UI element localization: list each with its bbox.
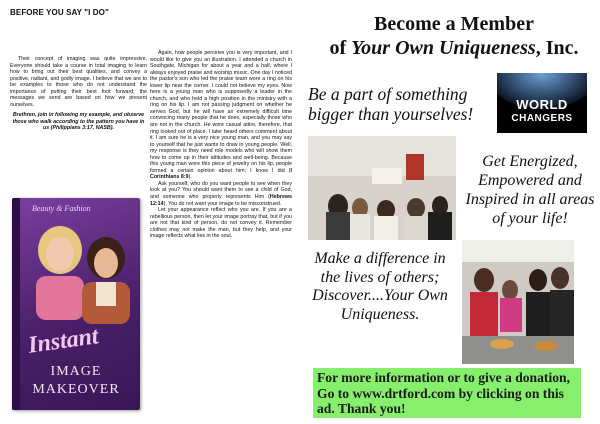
- book-title-word: MAKEOVER: [32, 382, 120, 397]
- article-column-1: [10, 56, 147, 132]
- book-title-word: IMAGE: [50, 364, 102, 379]
- scripture-reference: I Corinthians 8:9: [150, 167, 292, 181]
- book-title-word: Instant: [26, 323, 101, 359]
- logo-text: CHANGERS: [511, 113, 573, 124]
- logo-text: WORLD: [516, 97, 568, 112]
- world-changers-logo[interactable]: [497, 73, 587, 133]
- book-cover-image: [12, 198, 140, 410]
- promo-text: Make a difference in the lives of others; Discover....Your Own Uniqueness.: [312, 250, 448, 323]
- paragraph: Let your appearance reflect who you are. If you are a rebellious person, then let your image portray that, but if you are not that kind of person, do not convey it. Remember clothes may not make the man, but they help, and your image reflects what lies in the soul.: [150, 207, 292, 240]
- promo-text: Get Energized, Empowered and Inspired in all areas of your life!: [465, 153, 595, 227]
- page-heading: BEFORE YOU SAY "I DO": [10, 8, 109, 17]
- ad-title: Become a Member: [374, 13, 534, 35]
- donate-ad-link[interactable]: For more information or to give a donation, Go to www.drtford.com by clicking on this ad. Thank you!: [313, 368, 581, 418]
- ad-title-line2: of Your Own Uniqueness, Inc.: [329, 37, 579, 59]
- event-photo: [308, 136, 456, 240]
- paragraph: Ask yourself, who do you want people to see when they look at you? You should want them to see a child of God, and someone who properly represents Him (Hebrews 12:14). You do not want your image to be misconstrued.: [150, 180, 292, 207]
- organization-name: Your Own Uniqueness: [351, 37, 536, 59]
- paragraph: Again, how people perceive you is very important, and I would like to give you an illustration. I attended a church in Southgate, Michigan for about a year and a half, where I always enjoyed praise and worship music. One day I noticed the pastor's son who led the praise team wore a ring on his lower lip near the corner. I could not believe my eyes. Now here is a young man who is supposedly a leader in the church, and who held a high position in the ministry with a ring on his lip. I am not passing judgment on whether he serves God, but he will have an extremely difficult time convincing many people that he does, especially those who are not in the church. He wore casual attire, therefore, that ring looked out of place. I later heard others comment about it. I am sure he is a very nice young man, and you may say to yourself that he just wants to draw in young people. Well, my response is they need role models who will show them how to come up in their attitudes and well-being. Because this young man wore this piece of jewelry on his lip, people formed a certain opinion about him; I know I did (I Corinthians 8:9).: [150, 50, 292, 181]
- article-column-2: [150, 50, 292, 240]
- woman-illustration: [78, 232, 134, 324]
- tagline: Be a part of something bigger than yourselves!: [308, 84, 474, 124]
- scripture-quote: Brethren, join in following my example, and observe those who walk according to the pattern you have in us (Philippians 3:17, NASB).: [12, 112, 145, 132]
- volunteers-photo: [462, 240, 574, 364]
- paragraph: Their concept of imaging was quite impressive. Everyone should take a course in total imaging to learn how to bring out their best qualities, and convey a positive, radiant, and godly image. I believe that we are to be examples to those who do not understand the importance of putting their best foot forward; the messages we send are based on how we present ourselves.: [10, 56, 147, 108]
- scripture-reference: Hebrews 12:14: [150, 194, 292, 207]
- book-series-label: Beauty & Fashion: [32, 204, 91, 213]
